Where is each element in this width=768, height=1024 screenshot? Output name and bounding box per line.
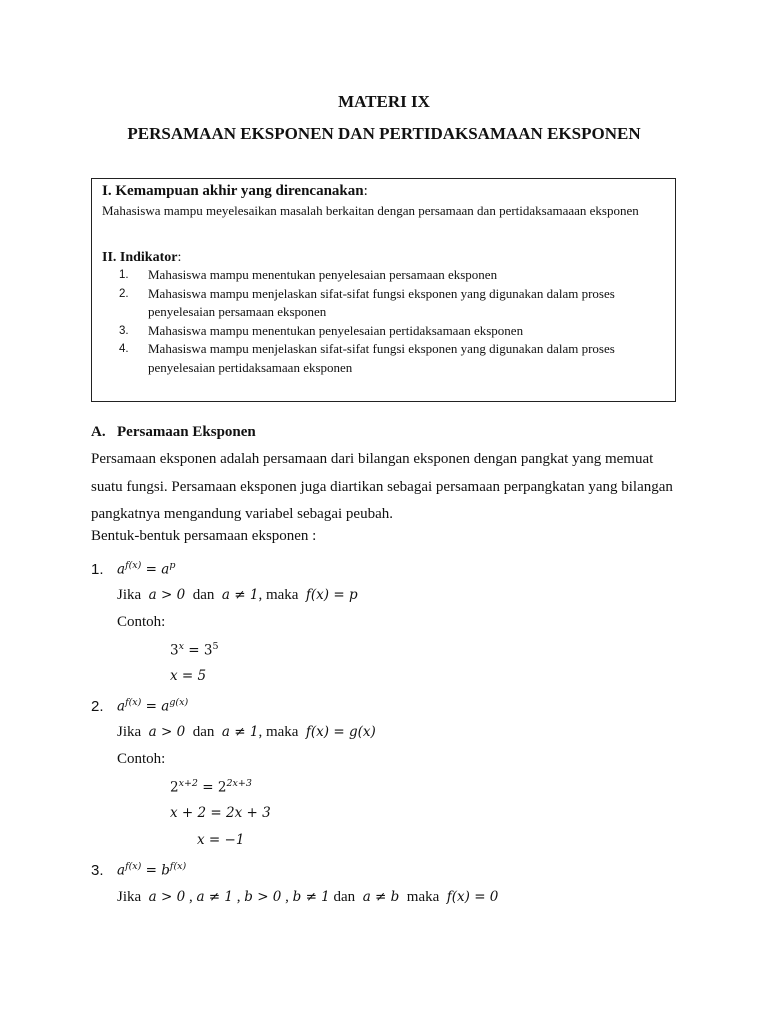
objectives-text: Mahasiswa mampu meyelesaikan masalah berkaitan dengan persamaan dan pertidaksamaaan eksponen xyxy=(102,203,639,218)
form-condition: Jika a > 0 , a ≠ 1 , b > 0 , b ≠ 1 dan a ≠ b maka f(x) = 0 xyxy=(117,889,499,905)
form-condition: Jika a > 0 dan a ≠ 1, maka f(x) = g(x) xyxy=(117,724,376,740)
form-number: 2. xyxy=(91,698,104,715)
list-item: 4. Mahasiswa mampu menjelaskan sifat-sifat fungsi eksponen yang digunakan dalam proses penyelesaian pertidaksamaan eksponen xyxy=(119,341,615,375)
example-label: Contoh: xyxy=(117,614,166,630)
objectives-heading: I. Kemampuan akhir yang direncanakan: xyxy=(102,183,368,199)
example-line: $2^{x+2} = 2^{2x+3}$ xyxy=(170,778,252,796)
form-formula: $a^{f(x)} = a^p$ xyxy=(117,560,176,578)
example-label: Contoh: xyxy=(117,751,166,767)
document-subtitle: PERSAMAAN EKSPONEN DAN PERTIDAKSAMAAN EKSPONEN xyxy=(127,124,641,143)
example-line: x = 5 xyxy=(170,668,207,684)
section-paragraph: Persamaan eksponen adalah persamaan dari bilangan eksponen dengan pangkat yang memuat suatu fungsi. Persamaan eksponen juga diartikan sebagai persamaan perpangkatan yang bilangan pangkatnya mengandung variabel sebagai peubah. xyxy=(91,451,673,522)
list-item: 1. Mahasiswa mampu menentukan penyelesaian persamaan eksponen xyxy=(119,267,498,282)
form-formula: $a^{f(x)} = b^{f(x)}$ xyxy=(117,861,187,879)
example-line: x + 2 = 2x + 3 xyxy=(170,805,271,821)
forms-intro: Bentuk-bentuk persamaan eksponen : xyxy=(91,528,317,544)
form-number: 1. xyxy=(91,561,104,578)
example-line: $3^x = 3^5$ xyxy=(170,641,219,659)
form-number: 3. xyxy=(91,862,104,879)
section-heading: A. Persamaan Eksponen xyxy=(91,424,256,440)
form-formula: $a^{f(x)} = a^{g(x)}$ xyxy=(117,697,189,715)
learning-objectives-box xyxy=(91,178,676,402)
indicators-heading: II. Indikator: xyxy=(102,250,182,265)
list-item: 3. Mahasiswa mampu menentukan penyelesaian pertidaksamaan eksponen xyxy=(119,322,524,338)
form-condition: Jika a > 0 dan a ≠ 1, maka f(x) = p xyxy=(117,587,358,603)
indicator-list xyxy=(102,266,662,377)
document-title: MATERI IX xyxy=(338,92,430,111)
list-item: 2. Mahasiswa mampu menjelaskan sifat-sifat fungsi eksponen yang digunakan dalam proses penyelesaian persamaan eksponen xyxy=(119,285,615,319)
example-line: x = −1 xyxy=(197,832,245,848)
